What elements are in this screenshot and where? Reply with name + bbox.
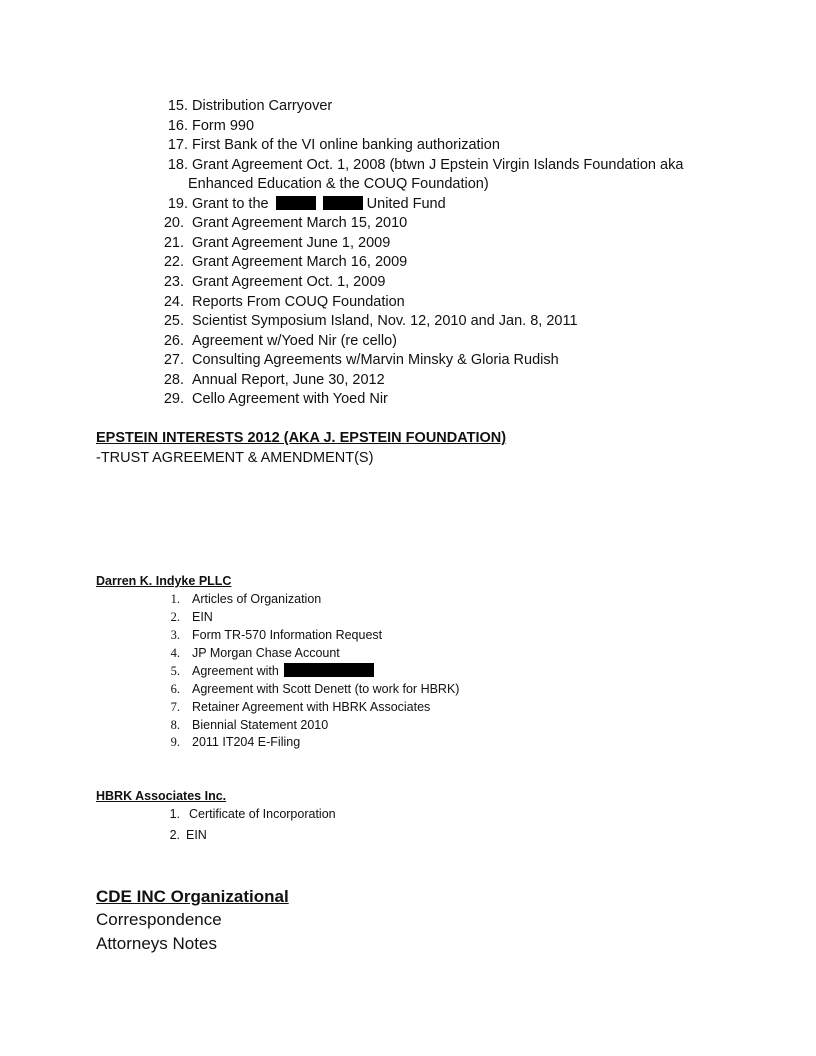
item-number: 27.	[163, 352, 184, 368]
cde-line-attorneys-notes: Attorneys Notes	[96, 934, 217, 953]
item-number: 4.	[170, 646, 180, 660]
item-text	[192, 195, 446, 213]
item-text: Agreement with Scott Denett (to work for HBRK)	[192, 682, 460, 696]
cde-line-correspondence: Correspondence	[96, 910, 222, 929]
item-text: Certificate of Incorporation	[189, 807, 336, 821]
item-text: Cello Agreement with Yoed Nir	[192, 391, 388, 407]
item-text	[192, 663, 374, 679]
item-number: 20.	[163, 215, 184, 231]
item-number: 18.	[167, 157, 188, 173]
item-number: 19.	[167, 196, 188, 212]
item-text: First Bank of the VI online banking authorization	[192, 137, 500, 153]
item-number: 7.	[170, 700, 180, 714]
item-text: Reports From COUQ Foundation	[192, 294, 405, 310]
item-number: 2.	[169, 828, 180, 842]
item-text: Form 990	[192, 118, 255, 134]
item-text: Distribution Carryover	[192, 98, 333, 114]
item-text-after: United Fund	[366, 196, 446, 212]
item-number: 5.	[170, 664, 180, 678]
item-text: Articles of Organization	[192, 592, 322, 606]
item-text: 2011 IT204 E-Filing	[192, 735, 301, 749]
item-number: 16.	[167, 118, 188, 134]
item-text: Consulting Agreements w/Marvin Minsky & Gloria Rudish	[192, 352, 559, 368]
item-number: 29.	[163, 391, 184, 407]
item-text: Grant Agreement March 15, 2010	[192, 215, 408, 231]
item-text: Grant Agreement Oct. 1, 2008 (btwn J Epstein Virgin Islands Foundation aka	[192, 157, 684, 173]
item-number: 15.	[167, 98, 188, 114]
item-number: 26.	[163, 333, 184, 349]
list-item-18-continuation	[188, 175, 489, 193]
item-text-before: Agreement with	[192, 664, 279, 678]
item-number: 17.	[167, 137, 188, 153]
item-number: 6.	[170, 682, 180, 696]
item-text-continued: Enhanced Education & the COUQ Foundation)	[188, 176, 489, 192]
item-text: Grant Agreement March 16, 2009	[192, 254, 408, 270]
item-number: 3.	[170, 628, 180, 642]
hbrk-heading: HBRK Associates Inc.	[96, 789, 227, 803]
item-number: 22.	[163, 254, 184, 270]
item-text: Form TR-570 Information Request	[192, 628, 383, 642]
cde-heading: CDE INC Organizational	[96, 887, 289, 906]
item-number: 25.	[163, 313, 184, 329]
item-text: Retainer Agreement with HBRK Associates	[192, 700, 431, 714]
item-text-before: Grant to the	[192, 196, 269, 212]
item-text: Grant Agreement June 1, 2009	[192, 235, 391, 251]
item-number: 21.	[163, 235, 184, 251]
item-text: EIN	[192, 610, 213, 624]
epstein-heading: EPSTEIN INTERESTS 2012 (AKA J. EPSTEIN FOUNDATION)	[96, 430, 507, 446]
item-number: 1.	[169, 807, 180, 821]
item-number: 9.	[170, 735, 180, 749]
redaction-bar	[284, 663, 374, 677]
item-text: Scientist Symposium Island, Nov. 12, 2010 and Jan. 8, 2011	[192, 313, 578, 329]
redaction-bar	[276, 196, 316, 210]
item-number: 8.	[170, 718, 180, 732]
indyke-heading: Darren K. Indyke PLLC	[96, 574, 232, 588]
item-text: Biennial Statement 2010	[192, 718, 329, 732]
item-number: 24.	[163, 294, 184, 310]
item-text: Annual Report, June 30, 2012	[192, 372, 385, 388]
redaction-bar	[323, 196, 363, 210]
item-number: 23.	[163, 274, 184, 290]
item-text: Agreement w/Yoed Nir (re cello)	[192, 333, 397, 349]
item-text: Grant Agreement Oct. 1, 2009	[192, 274, 386, 290]
item-text: EIN	[186, 828, 207, 842]
item-number: 28.	[163, 372, 184, 388]
item-number: 1.	[170, 592, 180, 606]
item-number: 2.	[170, 610, 180, 624]
item-text: JP Morgan Chase Account	[192, 646, 340, 660]
epstein-subheading: -TRUST AGREEMENT & AMENDMENT(S)	[96, 450, 374, 466]
